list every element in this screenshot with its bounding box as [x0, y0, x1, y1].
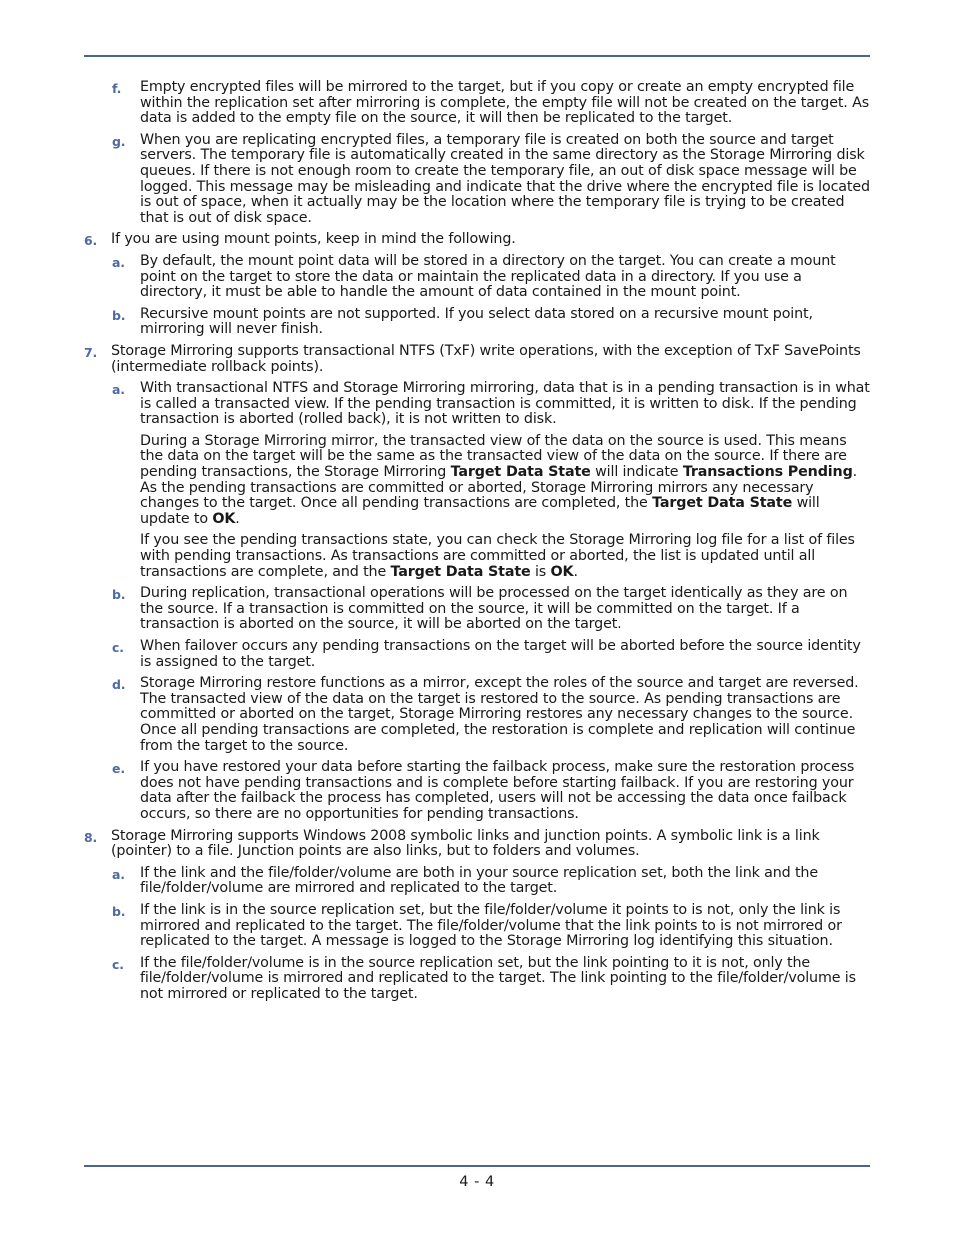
- list-item-7c: [84, 639, 870, 670]
- list-marker: b.: [112, 587, 126, 603]
- bold-term: Target Data State: [390, 563, 531, 580]
- bold-term: Transactions Pending: [682, 464, 853, 481]
- list-item-text: Empty encrypted files will be mirrored to the target, but if you copy or create an empty encrypted file within the replication set after mirroring is complete, the empty file will not be created on the target. As data is added to the empty file on the source, it will then be replicated to the target.: [140, 79, 870, 127]
- list-marker: a.: [112, 866, 125, 882]
- list-item-g: [84, 133, 870, 227]
- list-marker: 8.: [84, 829, 98, 845]
- list-item-text: If you are using mount points, keep in mind the following.: [111, 231, 516, 248]
- list-item-text: If the link is in the source replication set, but the file/folder/volume it points to is not, only the link is mirrored and replicated to the target. The file/folder/volume that the link points to is not mirrored or replicated to the target. A message is logged to the Storage Mirroring log identifying this situation.: [140, 901, 842, 950]
- list-item-7a: [84, 381, 870, 580]
- list-marker: c.: [112, 956, 124, 972]
- page-number: 4 - 4: [459, 1174, 495, 1190]
- list-item-8a: [84, 866, 870, 897]
- list-item-text: If the link and the file/folder/volume are both in your source replication set, both the link and the file/folder/volume are mirrored and replicated to the target.: [140, 864, 818, 897]
- bold-term: OK: [212, 510, 236, 527]
- text-run: .: [573, 563, 578, 580]
- list-item-7e: [84, 760, 870, 822]
- list-marker: d.: [112, 677, 126, 693]
- list-marker: b.: [112, 307, 126, 323]
- list-marker: c.: [112, 640, 124, 655]
- list-item-8: [84, 829, 870, 860]
- text-run: If you see the pending transactions state, you can check the Storage Mirroring log file for a list of files with pending transactions. As transactions are committed or aborted, the list is updated until all transactions are complete, and the: [140, 532, 855, 580]
- text-run: .: [235, 510, 240, 527]
- text-run: will indicate: [590, 464, 683, 481]
- list-item-6: [84, 232, 870, 248]
- list-item-text: Storage Mirroring supports transactional NTFS (TxF) write operations, with the exception of TxF SavePoints (intermediate rollback points).: [111, 342, 861, 375]
- text-run: . As the pending transactions are committed or aborted, Storage Mirroring mirrors any necessary changes to the target. Once all pending transactions are completed, the: [140, 464, 858, 512]
- list-marker: 7.: [84, 344, 98, 360]
- header-rule: [84, 55, 870, 57]
- list-item-text: Recursive mount points are not supported. If you select data stored on a recursive mount point, mirroring will never finish.: [140, 305, 813, 338]
- paragraph-transacted-view: [140, 434, 870, 528]
- list-item-7: [84, 344, 870, 375]
- list-marker: b.: [112, 903, 126, 919]
- footer-rule: [84, 1165, 870, 1167]
- text-run: will update to: [140, 495, 820, 527]
- list-item-8b: [84, 903, 870, 950]
- list-marker: f.: [112, 81, 122, 96]
- list-marker: a.: [112, 254, 125, 270]
- list-item-7d: [84, 676, 870, 754]
- list-item-text: Storage Mirroring restore functions as a mirror, except the roles of the source and target are reversed. The transacted view of the data on the target is restored to the source. As pending transactions are committed or aborted on the target, Storage Mirroring restores any necessary changes to the source. Once all pending transactions are completed, the restoration is complete and replication will continue from the target to the source.: [140, 675, 859, 754]
- list-item-text: When you are replicating encrypted files, a temporary file is created on both the source and target servers. The temporary file is automatically created in the same directory as the Storage Mirroring disk queues. If there is not enough room to create the temporary file, an out of disk space message will be logged. This message may be misleading and indicate that the drive where the encrypted file is located is out of space, when it actually may be the location where the temporary file is trying to be created that is out of disk space.: [140, 131, 870, 226]
- list-marker: a.: [112, 382, 125, 398]
- bold-term: OK: [550, 563, 574, 580]
- list-marker: g.: [112, 133, 126, 149]
- list-item-text: If you have restored your data before starting the failback process, make sure the restoration process does not have pending transactions and is complete before starting failback. If you are restoring your data after the failback the process has completed, users will not be accessing the data once failback occurs, so there are no opportunities for pending transactions.: [140, 759, 855, 822]
- list-item-6b: [84, 307, 870, 338]
- list-marker: e.: [112, 761, 125, 777]
- list-item-text: Storage Mirroring supports Windows 2008 symbolic links and junction points. A symbolic link is a link (pointer) to a file. Junction points are also links, but to folders and volumes.: [111, 827, 820, 860]
- bold-term: Target Data State: [450, 464, 591, 481]
- page-content: [84, 80, 870, 1008]
- list-item-text: When failover occurs any pending transactions on the target will be aborted before the source identity is assigned to the target.: [140, 638, 861, 670]
- list-marker: 6.: [84, 233, 98, 249]
- list-item-7b: [84, 586, 870, 633]
- list-item-text: With transactional NTFS and Storage Mirroring mirroring, data that is in a pending transaction is in what is called a transacted view. If the pending transaction is committed, it is written to disk. If the pending transaction is aborted (rolled back), it is not written to disk.: [140, 380, 870, 428]
- list-item-text: If the file/folder/volume is in the source replication set, but the link pointing to it is not, only the file/folder/volume is mirrored and replicated to the target. The link pointing to the file/folder/volume is not mirrored or replicated to the target.: [140, 954, 856, 1002]
- list-item-6a: [84, 254, 870, 301]
- paragraph-log-file: [140, 533, 870, 580]
- list-item-text: By default, the mount point data will be stored in a directory on the target. You can create a mount point on the target to store the data or maintain the replicated data in a directory. If you use a directory, it must be able to handle the amount of data contained in the mount point.: [140, 252, 836, 301]
- list-item-8c: [84, 956, 870, 1003]
- text-run: During a Storage Mirroring mirror, the transacted view of the data on the source is used. This means the data on the target will be the same as the transacted view of the data on the source. If there are pending transactions, the Storage Mirroring: [140, 432, 847, 481]
- list-item-text: During replication, transactional operations will be processed on the target identically as they are on the source. If a transaction is committed on the source, it will be committed on the target. If a transaction is aborted on the source, it will be aborted on the target.: [140, 585, 848, 633]
- list-item-f: [84, 80, 870, 127]
- bold-term: Target Data State: [652, 495, 793, 512]
- text-run: is: [530, 563, 551, 580]
